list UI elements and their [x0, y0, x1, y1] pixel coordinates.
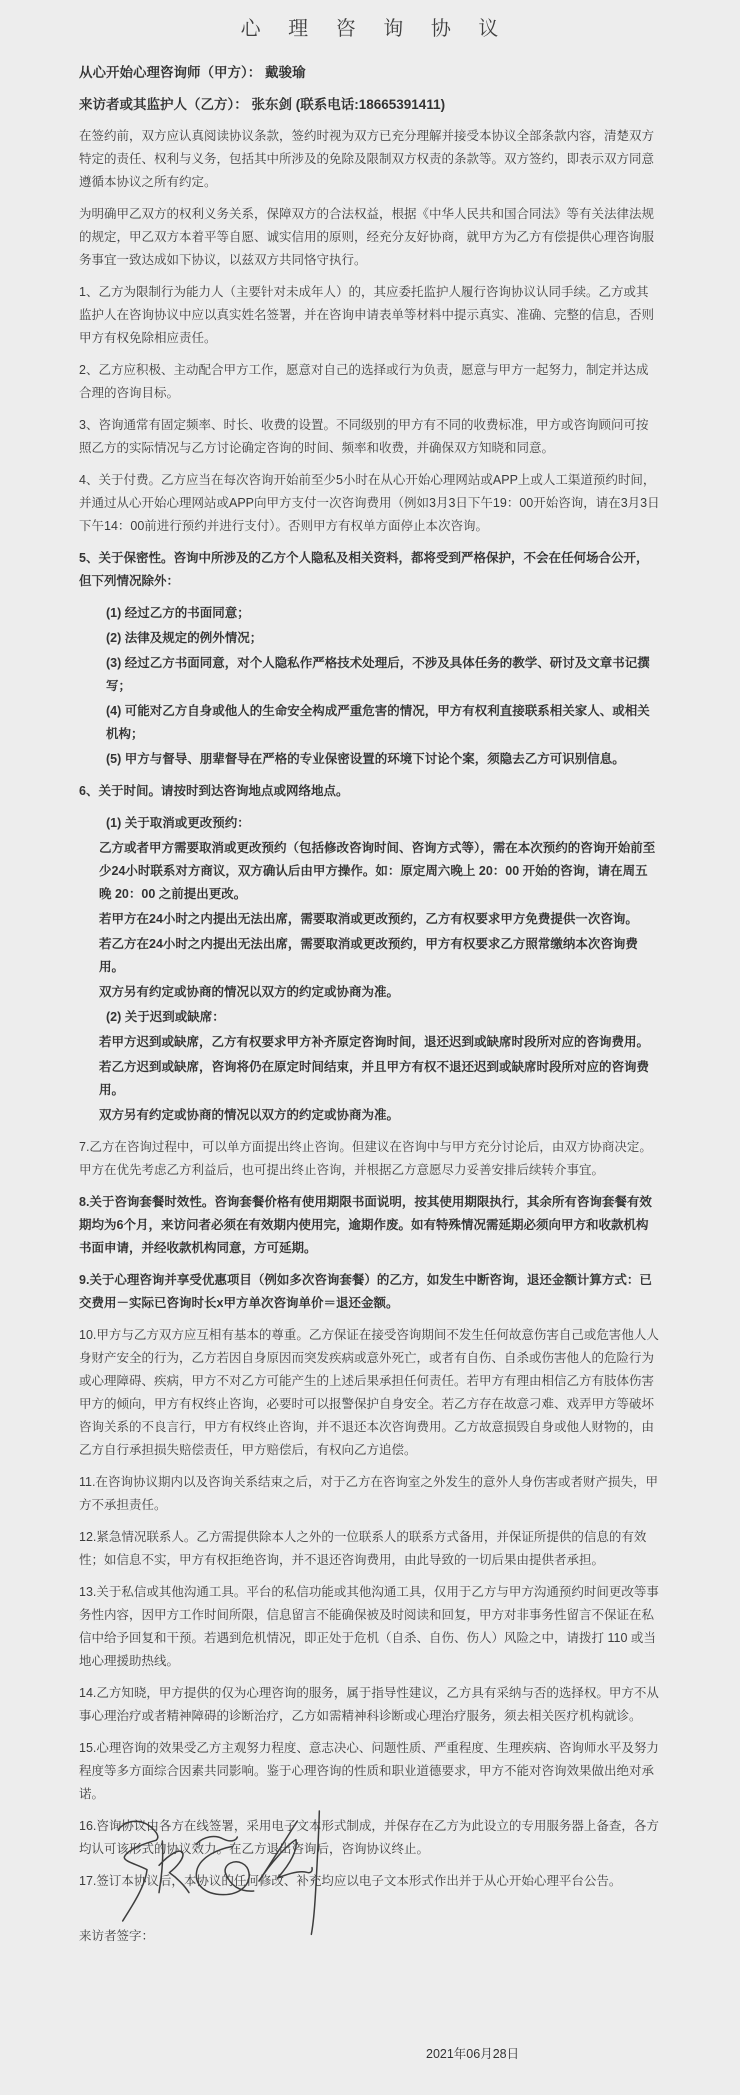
signature-stroke [159, 1841, 163, 1893]
signature-stroke [196, 1846, 249, 1894]
clause-paragraph: 若乙方在24小时之内提出无法出席，需要取消或更改预约，甲方有权要求乙方照常缴纳本次咨询费用。 [99, 937, 638, 974]
clause-paragraph: (2) 关于迟到或缺席： [106, 1010, 225, 1024]
clause-paragraph: 在签约前，双方应认真阅读协议条款，签约时视为双方已充分理解并接受本协议全部条款内容，清楚双方特定的责任、权利与义务，包括其中所涉及的免除及限制双方权责的条款等。双方签约，即表示双方同意遵循本协议之所有约定。 [79, 129, 655, 189]
visitor-signature-label: 来访者签字： [79, 1929, 155, 1943]
clause-paragraph: (4) 可能对乙方自身或他人的生命安全构成严重危害的情况，甲方有权利直接联系相关家人、或相关机构； [106, 704, 650, 741]
clause-paragraph: 8.关于咨询套餐时效性。咨询套餐价格有使用期限书面说明，按其使用期限执行，其余所有咨询套餐有效期均为6个月，来访问者必须在有效期内使用完，逾期作废。如有特殊情况需延期必须向甲方和收款机构书面申请，并经收款机构同意，方可延期。 [79, 1195, 652, 1255]
signature-stroke [311, 1811, 319, 1934]
signing-date: 2021年06月28日 [426, 2047, 520, 2061]
clause-paragraph: 4、关于付费。乙方应当在每次咨询开始前至少5小时在从心开始心理网站或APP上或人工渠道预约时间，并通过从心开始心理网站或APP向甲方支付一次咨询费用（例如3月3日下午19：00开始咨询，请在3月3日下午14：00前进行预约并进行支付）。否则甲方有权单方面停止本次咨询。 [79, 473, 660, 533]
clause-paragraph: 5、关于保密性。咨询中所涉及的乙方个人隐私及相关资料，都将受到严格保护，不会在任何场合公开，但下列情况除外： [79, 551, 649, 588]
clause-paragraph: 14.乙方知晓，甲方提供的仅为心理咨询的服务，属于指导性建议，乙方具有采纳与否的选择权。甲方不从事心理治疗或者精神障碍的诊断治疗，乙方如需精神科诊断或心理治疗服务，须去相关医疗机构就诊。 [79, 1686, 659, 1723]
clause-paragraph: (3) 经过乙方书面同意，对个人隐私作严格技术处理后，不涉及具体任务的教学、研讨及文章书记撰写； [106, 656, 650, 693]
signature-stroke [259, 1840, 312, 1881]
clause-paragraph: 1、乙方为限制行为能力人（主要针对未成年人）的，其应委托监护人履行咨询协议认同手续。乙方或其监护人在咨询协议中应以真实姓名签署，并在咨询申请表单等材料中提示真实、准确、完整的信息，否则甲方有权免除相应责任。 [79, 285, 655, 345]
clause-paragraph: (1) 经过乙方的书面同意； [106, 606, 250, 620]
clause-paragraph: 若甲方迟到或缺席，乙方有权要求甲方补齐原定咨询时间，退还迟到或缺席时段所对应的咨询费用。 [99, 1035, 650, 1049]
signature-stroke [197, 1836, 238, 1843]
clause-paragraph: 15.心理咨询的效果受乙方主观努力程度、意志决心、问题性质、严重程度、生理疾病、咨询师水平及努力程度等多方面综合因素共同影响。鉴于心理咨询的性质和职业道德要求，甲方不能对咨询效果做出绝对承诺。 [79, 1741, 659, 1801]
clause-paragraph: 6、关于时间。请按时到达咨询地点或网络地点。 [79, 784, 349, 798]
clause-paragraph: 3、咨询通常有固定频率、时长、收费的设置。不同级别的甲方有不同的收费标准，甲方或咨询顾问可按照乙方的实际情况与乙方讨论确定咨询的时间、频率和收费，并确保双方知晓和同意。 [79, 418, 649, 455]
clause-paragraph: (5) 甲方与督导、朋辈督导在严格的专业保密设置的环境下讨论个案，须隐去乙方可识别信息。 [106, 752, 625, 766]
document-title: 心 理 咨 询 协 议 [240, 18, 510, 40]
clause-paragraph: 乙方或者甲方需要取消或更改预约（包括修改咨询时间、咨询方式等），需在本次预约的咨询开始前至少24小时联系对方商议，双方确认后由甲方操作。如：原定周六晚上 20：00 开始的咨询，请在周五晚 20：00 之前提出更改。 [99, 841, 656, 901]
clause-paragraph: 7.乙方在咨询过程中，可以单方面提出终止咨询。但建议在咨询中与甲方充分讨论后，由双方协商决定。甲方在优先考虑乙方利益后，也可提出终止咨询，并根据乙方意愿尽力妥善安排后续转介事宜。 [79, 1140, 652, 1177]
signature-stroke [159, 1851, 189, 1893]
signature-stroke [118, 1821, 157, 1921]
party-a-line: 从心开始心理咨询师（甲方）： 戴骏瑜 [79, 65, 306, 80]
clause-paragraph: 双方另有约定或协商的情况以双方的约定或协商为准。 [99, 985, 400, 999]
clause-paragraph: 11.在咨询协议期内以及咨询关系结束之后，对于乙方在咨询室之外发生的意外人身伤害或者财产损失，甲方不承担责任。 [79, 1475, 658, 1512]
clause-paragraph: 13.关于私信或其他沟通工具。平台的私信功能或其他沟通工具，仅用于乙方与甲方沟通预约时间更改等事务性内容，因甲方工作时间所限，信息留言不能确保被及时阅读和回复，甲方对非事务性留言不保证在私信中给予回复和干预。若遇到危机情况，即正处于危机（自杀、自伤、伤人）风险之中，请拨打 110 或当地心理援助热线。 [79, 1585, 659, 1668]
clause-paragraph: (1) 关于取消或更改预约： [106, 816, 250, 830]
handwritten-signature-scribble [80, 1790, 380, 1960]
clause-paragraph: 2、乙方应积极、主动配合甲方工作，愿意对自己的选择或行为负责，愿意与甲方一起努力，制定并达成合理的咨询目标。 [79, 363, 649, 400]
clause-paragraph: 17.签订本协议后，本协议的任何修改、补充均应以电子文本形式作出并于从心开始心理平台公告。 [79, 1874, 622, 1888]
clause-paragraph: 双方另有约定或协商的情况以双方的约定或协商为准。 [99, 1108, 400, 1122]
clause-paragraph: 12.紧急情况联系人。乙方需提供除本人之外的一位联系人的联系方式备用，并保证所提供的信息的有效性；如信息不实，甲方有权拒绝咨询，并不退还咨询费用，由此导致的一切后果由提供者承担。 [79, 1530, 647, 1567]
clause-paragraph: 9.关于心理咨询并享受优惠项目（例如多次咨询套餐）的乙方，如发生中断咨询，退还金额计算方式：已交费用－实际已咨询时长x甲方单次咨询单价＝退还金额。 [79, 1273, 652, 1310]
clause-paragraph: (2) 法律及规定的例外情况； [106, 631, 263, 645]
clause-paragraph: 若乙方迟到或缺席，咨询将仍在原定时间结束，并且甲方有权不退还迟到或缺席时段所对应的咨询费用。 [99, 1060, 650, 1097]
clause-paragraph: 若甲方在24小时之内提出无法出席，需要取消或更改预约，乙方有权要求甲方免费提供一次咨询。 [99, 912, 638, 926]
clause-paragraph: 为明确甲乙双方的权利义务关系，保障双方的合法权益，根据《中华人民共和国合同法》等有关法律法规的规定，甲乙双方本着平等自愿、诚实信用的原则，经充分友好协商，就甲方为乙方有偿提供心理咨询服务事宜一致达成如下协议，以兹双方共同恪守执行。 [79, 207, 655, 267]
party-b-line: 来访者或其监护人（乙方）： 张东剑 (联系电话:18665391411) [79, 97, 446, 112]
clause-paragraph: 16.咨询协议由各方在线签署，采用电子文本形式制成，并保存在乙方为此设立的专用服务器上备查，各方均认可该形式的协议效力。在乙方退出咨询后，咨询协议终止。 [79, 1819, 659, 1856]
agreement-body [79, 125, 660, 1893]
clause-paragraph: 10.甲方与乙方双方应互相有基本的尊重。乙方保证在接受咨询期间不发生任何故意伤害自己或危害他人人身财产安全的行为，乙方若因自身原因而突发疾病或意外死亡，或者有自伤、自杀或伤害他人的危险行为或心理障碍、疾病，甲方不对乙方可能产生的上述后果承担任何责任。若甲方有理由相信乙方有肢体伤害甲方的倾向，甲方有权终止咨询，必要时可以报警保护自身安全。若乙方存在故意刁难、戏弄甲方等破坏咨询关系的不良言行，甲方有权终止咨询，并不退还本次咨询费用。乙方故意损毁自身或他人财物的，由乙方自行承担损失赔偿责任，甲方赔偿后，有权向乙方追偿。 [79, 1328, 659, 1457]
